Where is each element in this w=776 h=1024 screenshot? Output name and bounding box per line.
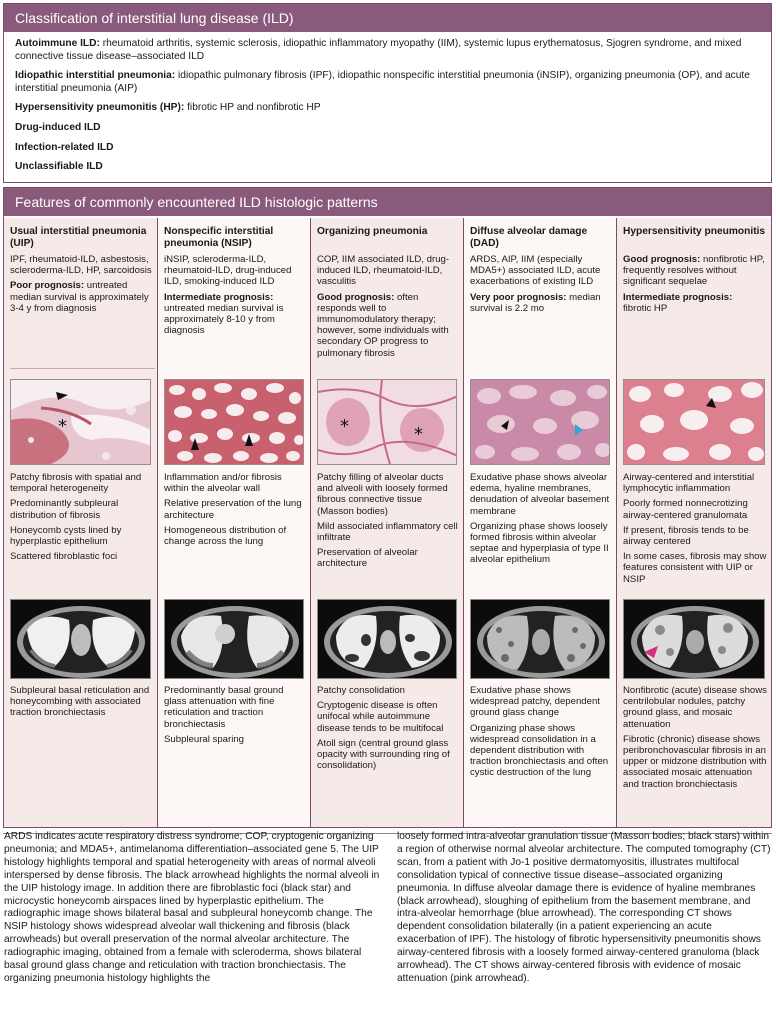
prognosis-label: Intermediate prognosis: (164, 291, 274, 303)
assoc-text: IPF, rheumatoid-ILD, asbestosis, scleroderma-ILD, HP, sarcoidosis (10, 254, 152, 277)
ct-feature: Organizing phase shows widespread consolidation in a dependent distribution with traction bronchiectasis and often cystic destruction of the lung (470, 722, 609, 779)
features-title: Features of commonly encountered ILD histologic patterns (4, 188, 771, 216)
assoc-text: iNSIP, scleroderma-ILD, rheumatoid-ILD, drug-induced ILD, smoking-induced ILD (164, 254, 292, 288)
ct-feature: Exudative phase shows widespread patchy, dependent ground glass change (470, 685, 600, 719)
column-op (311, 218, 463, 827)
divider (10, 368, 155, 369)
ct-image-hp (623, 599, 765, 679)
column-uip (4, 218, 157, 827)
star-icon: * (340, 416, 349, 437)
ct-image-dad (470, 599, 610, 679)
column-title: Organizing pneumonia (317, 226, 428, 237)
ct-svg (471, 600, 610, 678)
histology-feature: Exudative phase shows alveolar edema, hyaline membranes, denudation of alveolar basement membrane (470, 472, 610, 517)
ct-features (10, 685, 153, 723)
classification-row (15, 161, 761, 174)
column-hp (617, 218, 771, 827)
histology-feature: Honeycomb cysts lined by hyperplastic epithelium (10, 524, 122, 548)
histology-features (317, 472, 459, 574)
classification-row (15, 38, 761, 63)
ct-feature: Subpleural basal reticulation and honeycombing with associated traction bronchiectasis (10, 685, 150, 719)
histology-svg (165, 380, 304, 464)
classification-list (4, 32, 771, 174)
prognosis-label: Good prognosis: (317, 291, 395, 303)
ct-feature: Atoll sign (central ground glass opacity with surrounding ring of consolidation) (317, 737, 450, 772)
classification-panel (3, 3, 772, 183)
histology-feature: Relative preservation of the lung architecture (164, 498, 302, 521)
prognosis (470, 292, 612, 314)
ct-svg (11, 600, 151, 678)
ct-features (164, 685, 306, 749)
histology-feature: Poorly formed nonnecrotizing airway-centered granulomata (623, 498, 748, 521)
ct-feature: Cryptogenic disease is often unifocal while autoimmune disease tends to be multifocal (317, 700, 444, 734)
ct-svg (318, 600, 457, 678)
ct-feature: Patchy consolidation (317, 685, 405, 696)
histology-feature: Patchy filling of alveolar ducts and alveoli with loosely formed fibrous connective tissue (Masson bodies) (317, 472, 448, 517)
column-nsip (158, 218, 310, 827)
histology-feature: If present, fibrosis tends to be airway centered (623, 524, 749, 548)
row-label: Infection-related ILD (15, 141, 114, 153)
classification-row (15, 122, 761, 135)
prognosis-text: untreated median survival is approximately 8-10 y from diagnosis (164, 302, 284, 337)
assoc (623, 254, 767, 288)
prognosis (317, 292, 459, 359)
histology-features (164, 472, 306, 551)
ct-feature: Nonfibrotic (acute) disease shows centrilobular nodules, patchy ground glass, and mosaic attenuation (623, 685, 767, 730)
column-assoc (10, 254, 153, 318)
histology-svg (624, 380, 765, 464)
histology-feature: Scattered fibroblastic foci (10, 551, 118, 563)
histology-feature: Homogeneous distribution of change across the lung (164, 524, 287, 548)
ct-image-nsip (164, 599, 304, 679)
caption-left: ARDS indicates acute respiratory distress syndrome; COP, cryptogenic organizing pneumonia; and MDA5+, antimelanoma differentiation–associated gene 5. The UIP histology highlights temporal and spatial heterogeneity with areas of normal alveoli interspersed by dense fibrosis. The black arrowhead highlights the normal alveoli in the UIP histology image. In addition there are fibroblastic foci (black star) and microcystic honeycomb airspaces lined by hyperplastic epithelium. The radiographic image shows bilateral basal and subpleural honeycomb change. The NSIP histology shows widespread alveolar wall thickening and fibrosis (black arrowheads) but overall preservation of the normal alveolar architecture. The radiographic imaging, obtained from a female with scleroderma, shows bilateral basal ground glass change and reticulation with traction bronchiectasis. The organizing pneumonia histology highlights the (4, 831, 380, 984)
star-icon: * (58, 416, 67, 437)
histology-feature: Airway-centered and interstitial lymphocytic inflammation (623, 472, 755, 495)
classification-title: Classification of interstitial lung disease (ILD) (4, 4, 771, 32)
classification-row (15, 102, 761, 115)
star-icon: * (414, 424, 423, 445)
ct-svg (165, 600, 304, 678)
caption-right: loosely formed intra-alveolar granulation tissue (Masson bodies; black stars) within a region of otherwise normal alveolar architecture. The computed tomography (CT) scan, from a patient with Jo-1 positive dermatomyositis, illustrates multifocal consolidation typical of connective tissue disease–associated organizing pneumonia. In diffuse alveolar damage there is evidence of hyaline membranes (black arrowhead), sloughing of epithelium from the basement membrane, and intra-alveolar hemorrhage (blue arrowhead). The corresponding CT shows dependent consolidation bilaterally (in a patient experiencing an acute exacerbation of IPF). The histology of fibrotic hypersensitivity pneumonitis shows airway-centered fibrosis with a loosely formed airway-centered granuloma (black arrowhead). The CT shows airway-centered fibrosis with evidence of mosaic attenuation (pink arrowhead). (397, 831, 771, 984)
prognosis-text: median survival is 2.2 mo (470, 291, 601, 314)
column-dad (464, 218, 616, 827)
histology-feature: Predominantly subpleural distribution of fibrosis (10, 498, 119, 521)
prognosis-text: untreated median survival is approximately 3-4 y from diagnosis (10, 280, 149, 314)
column-assoc (623, 254, 767, 318)
assoc-text: COP, IIM associated ILD, drug-induced ILD, rheumatoid-ILD, vasculitis (317, 254, 450, 288)
column-assoc (470, 254, 612, 318)
assoc-label: Good prognosis: (623, 254, 701, 265)
ct-feature: Fibrotic (chronic) disease shows peribronchovascular fibrosis in an upper or midzone distribution with associated mosaic attenuation and traction bronchiectasis (623, 733, 767, 790)
histology-feature: Organizing phase shows loosely formed fibrosis within alveolar septae and hyperplasia of type II alveolar epithelium (470, 520, 609, 566)
column-title: Nonspecific interstitial pneumonia (NSIP) (164, 226, 274, 249)
prognosis (164, 292, 306, 337)
prognosis-text: fibrotic HP (623, 302, 668, 314)
row-text: idiopathic pulmonary fibrosis (IPF), idiopathic nonspecific interstitial pneumonia (iNSIP), organizing pneumonia (OP), and acute interstitial pneumonia (AIP) (15, 70, 750, 94)
histology-svg (318, 380, 457, 464)
row-label: Drug-induced ILD (15, 121, 101, 133)
row-label: Autoimmune ILD: (15, 38, 100, 49)
histology-svg (11, 380, 151, 464)
prognosis-label: Intermediate prognosis: (623, 291, 733, 303)
column-title: Usual interstitial pneumonia (UIP) (10, 226, 147, 249)
column-assoc (317, 254, 459, 363)
prognosis (10, 280, 153, 314)
column-title: Diffuse alveolar damage (DAD) (470, 226, 588, 249)
histology-svg (471, 380, 610, 464)
assoc-text: nonfibrotic HP, frequently resolves without significant sequelae (623, 254, 765, 288)
histology-feature: In some cases, fibrosis may show features consistent with UIP or NSIP (623, 551, 767, 585)
ct-features (623, 685, 767, 794)
assoc-text: ARDS, AIP, IIM (especially MDA5+) associated ILD, acute exacerbations of existing ILD (470, 254, 601, 288)
histology-feature: Preservation of alveolar architecture (317, 547, 418, 570)
classification-row (15, 70, 761, 95)
histology-feature: Patchy fibrosis with spatial and temporal heterogeneity (10, 472, 142, 495)
ct-image-op (317, 599, 457, 679)
row-label: Hypersensitivity pneumonitis (HP): (15, 102, 185, 114)
prognosis-label: Very poor prognosis: (470, 291, 567, 303)
row-text: fibrotic HP and nonfibrotic HP (184, 102, 321, 114)
ct-feature: Predominantly basal ground glass attenuation with fine reticulation and traction bronchiectasis (164, 685, 284, 730)
histology-image-op (317, 379, 457, 465)
classification-row (15, 142, 761, 155)
histology-features (470, 472, 612, 570)
pattern-columns (4, 218, 771, 827)
ct-image-uip (10, 599, 151, 679)
features-panel (3, 187, 772, 828)
row-label: Idiopathic interstitial pneumonia: (15, 70, 176, 82)
prognosis (623, 292, 767, 314)
histology-image-nsip (164, 379, 304, 465)
prognosis-label: Poor prognosis: (10, 280, 85, 292)
ct-feature: Subpleural sparing (164, 733, 245, 745)
histology-image-hp (623, 379, 765, 465)
row-label: Unclassifiable ILD (15, 161, 103, 173)
row-text: rheumatoid arthritis, systemic sclerosis, idiopathic inflammatory myopathy (IIM), systemic lupus erythematosus, Sjogren syndrome, and mixed connective tissue disease–associated ILD (15, 38, 742, 62)
histology-feature: Mild associated inflammatory cell infiltrate (317, 520, 458, 544)
column-assoc (164, 254, 306, 340)
histology-feature: Inflammation and/or fibrosis within the alveolar wall (164, 472, 282, 495)
histology-features (623, 472, 767, 589)
ct-features (317, 685, 459, 775)
column-title: Hypersensitivity pneumonitis (623, 226, 766, 237)
histology-features (10, 472, 153, 566)
ct-features (470, 685, 612, 783)
histology-image-uip (10, 379, 151, 465)
ct-svg (624, 600, 765, 678)
prognosis-text: often responds well to immunomodulatory therapy; however, some individuals with secondary OP progress to pulmonary fibrosis (317, 291, 449, 359)
histology-image-dad (470, 379, 610, 465)
